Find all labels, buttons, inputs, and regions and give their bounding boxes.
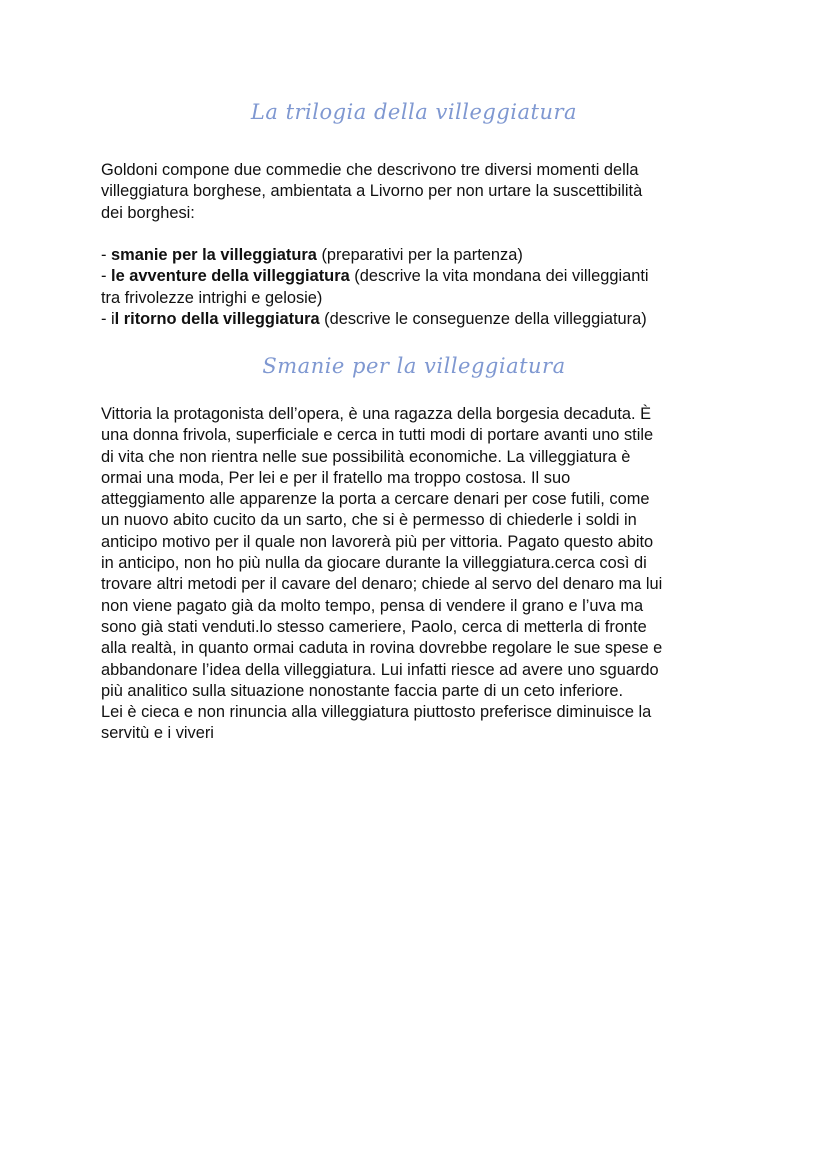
comedies-list: [101, 245, 741, 330]
section-title: Smanie per la villeggiatura: [262, 354, 566, 378]
body-paragraph: [101, 404, 741, 745]
list-item-title: le avventure della villeggiatura: [111, 267, 350, 286]
list-item-description: (descrive le conseguenze della villeggiatura): [319, 309, 647, 328]
body-line: un nuovo abito cucito da un sarto, che si è permesso di chiederle i soldi in: [101, 511, 637, 530]
body-line: abbandonare l’idea della villeggiatura. Lui infatti riesce ad avere uno sguardo: [101, 660, 659, 679]
body-line: in anticipo, non ho più nulla da giocare durante la villeggiatura.cerca così di: [101, 554, 647, 573]
body-line: ormai una moda, Per lei e per il fratello ma troppo costosa. Il suo: [101, 468, 571, 487]
list-item-title: l ritorno della villeggiatura: [114, 309, 320, 328]
body-line: Vittoria la protagonista dell’opera, è una ragazza della borgesia decaduta. È: [101, 405, 652, 423]
list-item-description-continued: tra frivolezze intrighi e gelosie): [101, 288, 323, 307]
intro-paragraph: [101, 160, 741, 224]
intro-line: Goldoni compone due commedie che descrivono tre diversi momenti della: [101, 161, 639, 179]
list-item-prefix: -: [101, 267, 112, 286]
body-line: più analitico sulla situazione nonostante faccia parte di un ceto inferiore.: [101, 681, 624, 700]
document-title: La trilogia della villeggiatura: [250, 100, 578, 124]
list-item-prefix: - i: [101, 309, 115, 328]
body-line: una donna frivola, superficiale e cerca in tutti modi di portare avanti uno stile: [101, 426, 654, 445]
body-line: trovare altri metodi per il cavare del denaro; chiede al servo del denaro ma lui: [101, 575, 663, 594]
list-item-description: (preparativi per la partenza): [316, 246, 523, 264]
body-line: di vita che non rientra nelle sue possibilità economiche. La villeggiatura è: [101, 447, 631, 466]
body-line: non viene pagato già da molto tempo, pensa di vendere il grano e l’uva ma: [101, 596, 644, 615]
body-line: alla realtà, in quanto ormai caduta in rovina dovrebbe regolare le sue spese e: [101, 639, 663, 658]
list-item-prefix: -: [101, 246, 112, 264]
list-item: [101, 266, 741, 309]
body-line: Lei è cieca e non rinuncia alla villeggiatura piuttosto preferisce diminuisce la: [101, 703, 652, 722]
list-item: [101, 245, 741, 266]
list-item: [101, 309, 741, 330]
body-line: anticipo motivo per il quale non lavorerà più per vittoria. Pagato questo abito: [101, 532, 654, 551]
body-line: atteggiamento alle apparenze la porta a cercare denari per cose futili, come: [101, 490, 650, 509]
list-item-description: (descrive la vita mondana dei villeggianti: [349, 267, 649, 286]
body-line: sono già stati venduti.lo stesso cameriere, Paolo, cerca di metterla di fronte: [101, 617, 647, 636]
body-line: servitù e i viveri: [101, 724, 214, 743]
intro-line: dei borghesi:: [101, 203, 195, 222]
list-item-title: smanie per la villeggiatura: [111, 246, 317, 264]
intro-line: villeggiatura borghese, ambientata a Livorno per non urtare la suscettibilità: [101, 182, 643, 201]
